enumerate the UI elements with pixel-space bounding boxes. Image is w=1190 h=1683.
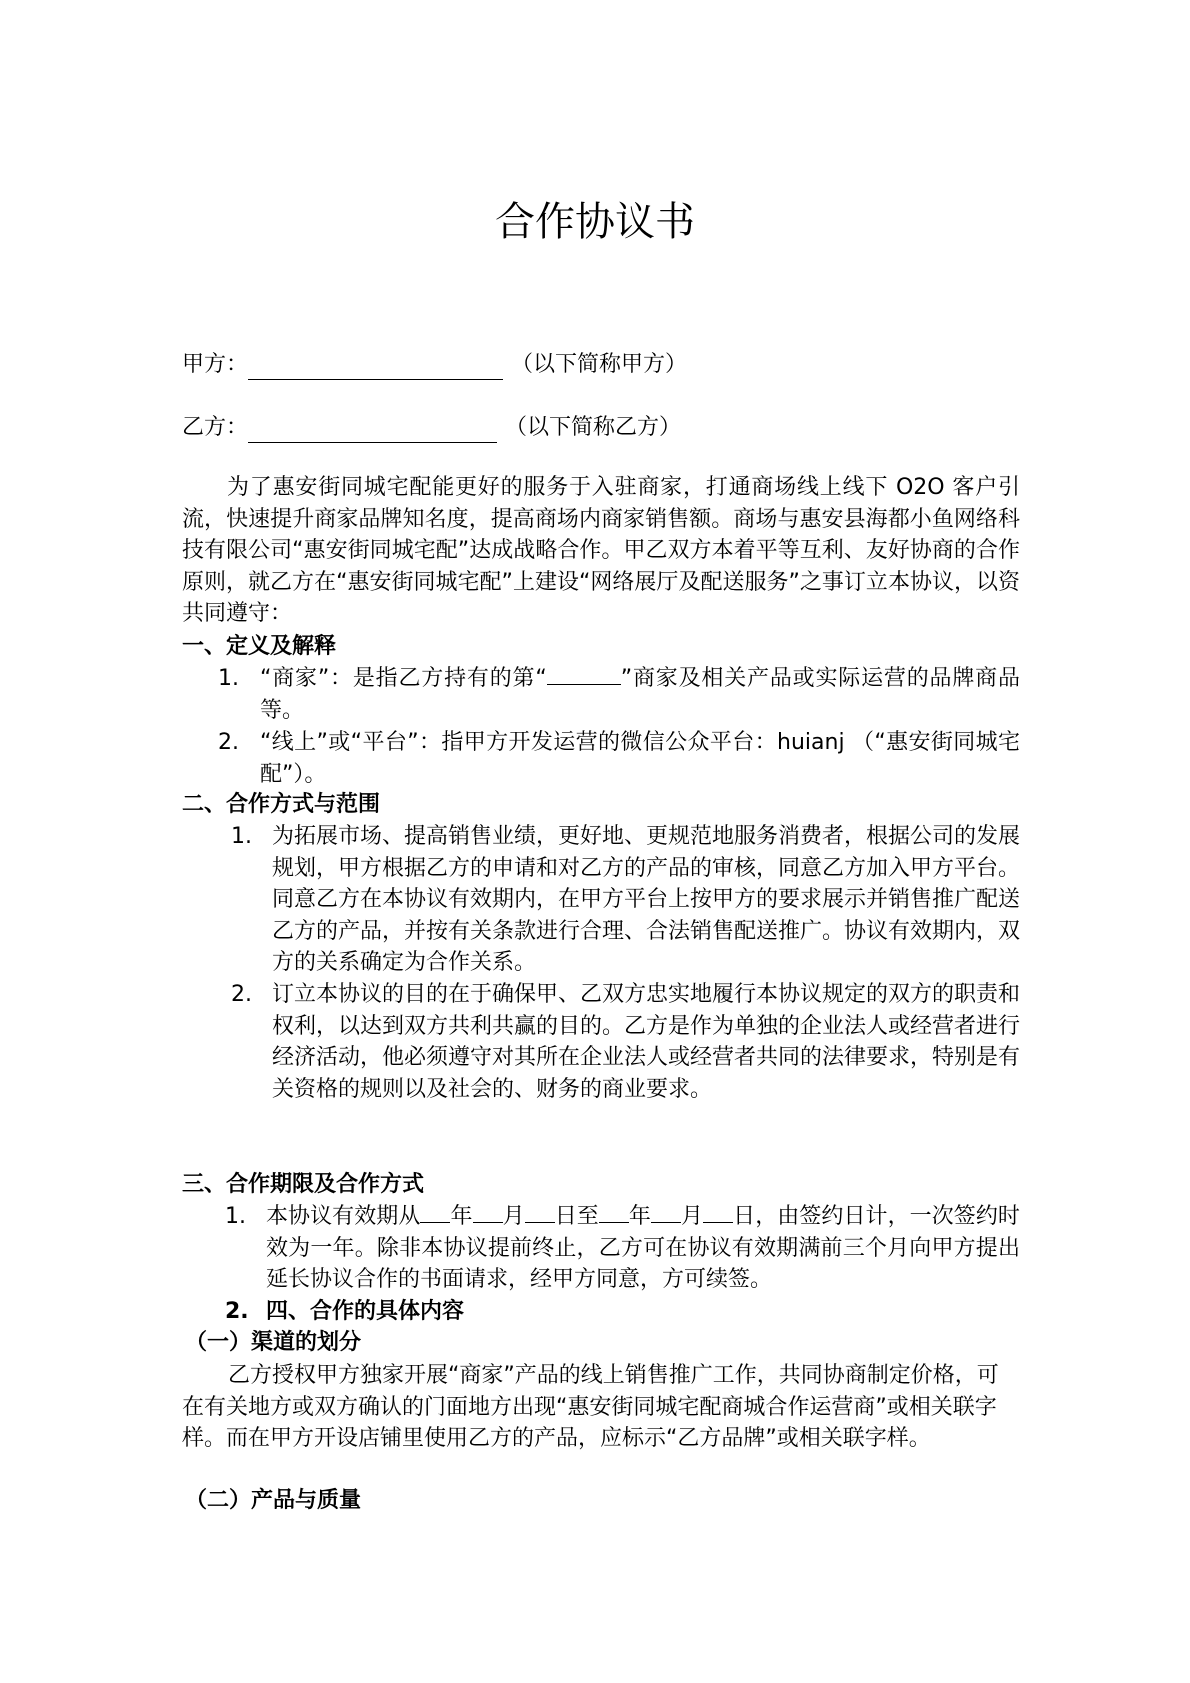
list-number: 2. — [231, 982, 252, 1007]
end-month-blank — [651, 1202, 681, 1223]
document-title: 合作协议书 — [495, 199, 695, 245]
section4-heading: 四、合作的具体内容 — [266, 1299, 465, 1324]
day-to-label: 日至 — [554, 1204, 599, 1229]
party-a-label: 甲方： — [182, 352, 249, 377]
end-day-blank — [703, 1202, 733, 1223]
section2-item-1 — [231, 821, 1020, 981]
subsection1-paragraph: 乙方授权甲方独家开展“商家”产品的线上销售推广工作，共同协商制定价格，可在有关地方或双方确认的门面地方出现“惠安街同城宅配商城合作运营商”或相关联字样。而在甲方开设店铺里使用乙方的产品，应标示“乙方品牌”或相关联字样。 — [182, 1363, 999, 1451]
list-number: 2. — [225, 1299, 249, 1324]
party-a-suffix: （以下简称甲方） — [511, 352, 688, 377]
year-label: 年 — [450, 1204, 473, 1229]
section1-item-2 — [218, 727, 1020, 791]
month-label: 月 — [681, 1204, 704, 1229]
section2-item-2-text: 订立本协议的目的在于确保甲、乙双方忠实地履行本协议规定的双方的职责和权利，以达到双方共利共赢的目的。乙方是作为单独的企业法人或经营者进行经济活动，他必须遵守对其所在企业法人或经营者共同的法律要求，特别是有关资格的规则以及社会的、财务的商业要求。 — [272, 982, 1021, 1102]
term-text-end: 日，由签约日计，一次签约时效为一年。除非本协议提前终止，乙方可在协议有效期满前三个月向甲方提出延长协议合作的书面请求，经甲方同意，方可续签。 — [266, 1204, 1020, 1292]
section3-heading: 三、合作期限及合作方式 — [182, 1172, 425, 1197]
year-label: 年 — [628, 1204, 651, 1229]
section3-item-2 — [225, 1296, 625, 1328]
section1-item-1 — [218, 663, 1020, 727]
start-day-blank — [525, 1202, 555, 1223]
section3-item-1-text — [266, 1201, 1020, 1296]
item-text-post: ”商家及相关产品或实际运营的品牌商品等。 — [260, 666, 1020, 723]
start-month-blank — [473, 1202, 503, 1223]
section1-item-2-text: “线上”或“平台”：指甲方开发运营的微信公众平台：huianj （“惠安街同城宅配”）。 — [260, 730, 1020, 787]
brand-blank — [547, 664, 621, 685]
list-number: 1. — [218, 666, 239, 691]
list-number: 1. — [231, 824, 252, 849]
section2-heading: 二、合作方式与范围 — [182, 792, 381, 817]
section1-item-1-text — [260, 663, 1020, 726]
party-b-suffix: （以下简称乙方） — [505, 415, 682, 440]
end-year-blank — [599, 1202, 629, 1223]
list-number: 2. — [218, 730, 239, 755]
party-b-label: 乙方： — [182, 415, 249, 440]
party-a-blank — [248, 353, 503, 380]
start-year-blank — [420, 1202, 450, 1223]
subsection1-heading: （一）渠道的划分 — [185, 1330, 362, 1355]
item-text-pre: “商家”：是指乙方持有的第“ — [260, 666, 547, 691]
section3-item-1 — [225, 1201, 1020, 1297]
month-label: 月 — [502, 1204, 525, 1229]
party-b-line — [182, 413, 681, 443]
section1-heading: 一、定义及解释 — [182, 634, 337, 659]
section2-item-1-text: 为拓展市场、提高销售业绩，更好地、更规范地服务消费者，根据公司的发展规划，甲方根据乙方的申请和对乙方的产品的审核，同意乙方加入甲方平台。同意乙方在本协议有效期内，在甲方平台上按甲方的要求展示并销售推广配送乙方的产品，并按有关条款进行合理、合法销售配送推广。协议有效期内，双方的关系确定为合作关系。 — [272, 824, 1021, 975]
party-a-line — [182, 350, 687, 380]
list-number: 1. — [225, 1204, 246, 1229]
subsection2-heading: （二）产品与质量 — [185, 1488, 362, 1513]
section2-item-2 — [231, 979, 1020, 1139]
party-b-blank — [248, 416, 497, 443]
term-text-start: 本协议有效期从 — [266, 1204, 421, 1229]
intro-paragraph: 为了惠安街同城宅配能更好的服务于入驻商家，打通商场线上线下 O2O 客户引流，快速提升商家品牌知名度，提高商场内商家销售额。商场与惠安县海都小鱼网络科技有限公司“惠安街同城宅配”达成战略合作。甲乙双方本着平等互利、友好协商的合作原则，就乙方在“惠安街同城宅配”上建设“网络展厅及配送服务”之事订立本协议，以资共同遵守： — [182, 475, 1020, 626]
